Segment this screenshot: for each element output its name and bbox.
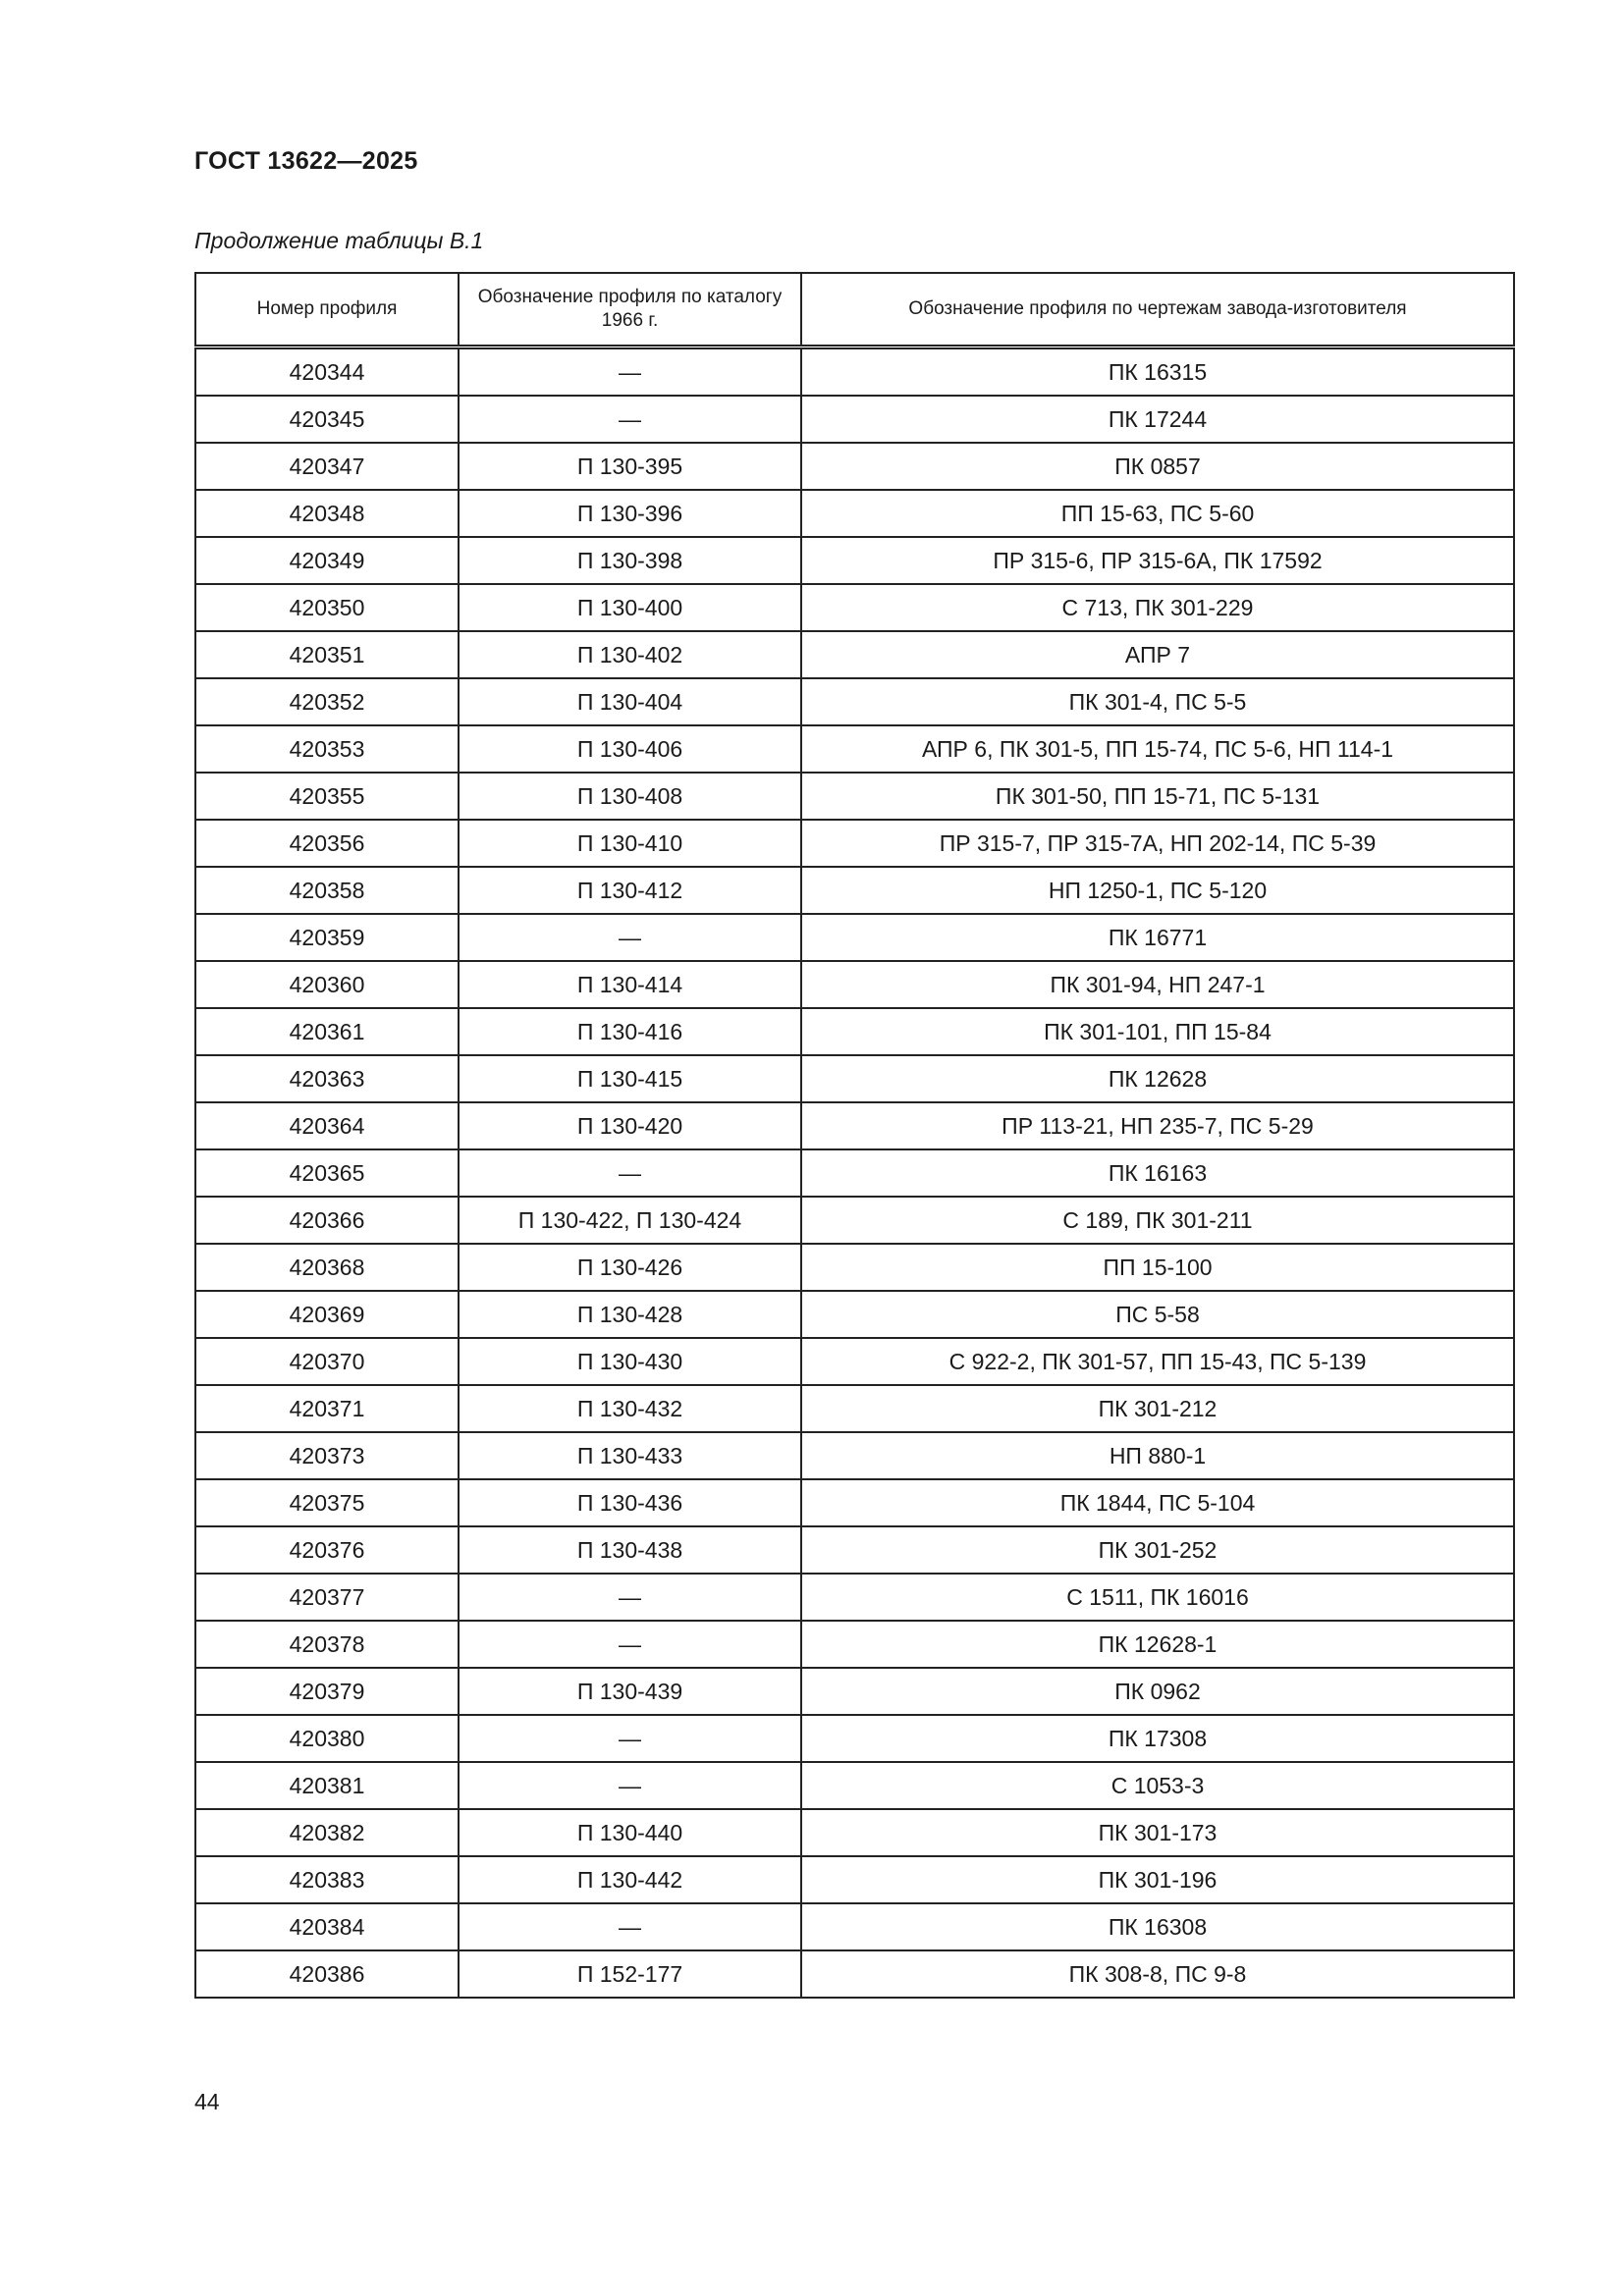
drawing-designation-cell: С 1511, ПК 16016 (801, 1574, 1514, 1621)
table-row (195, 867, 1514, 914)
profile-number-cell: 420351 (195, 631, 459, 678)
drawing-designation-cell: НП 1250-1, ПС 5-120 (801, 867, 1514, 914)
catalog-designation-cell: П 130-404 (459, 678, 801, 725)
profile-number-cell: 420370 (195, 1338, 459, 1385)
catalog-designation-cell: П 130-412 (459, 867, 801, 914)
catalog-designation-cell: П 130-414 (459, 961, 801, 1008)
table-row (195, 1668, 1514, 1715)
profile-number-cell: 420381 (195, 1762, 459, 1809)
profile-number-cell: 420383 (195, 1856, 459, 1903)
profile-number-cell: 420353 (195, 725, 459, 773)
catalog-designation-cell: П 130-420 (459, 1102, 801, 1149)
drawing-designation-cell: ПК 12628-1 (801, 1621, 1514, 1668)
table-row (195, 1762, 1514, 1809)
profile-number-cell: 420349 (195, 537, 459, 584)
catalog-designation-cell: П 130-415 (459, 1055, 801, 1102)
drawing-designation-cell: ПР 315-6, ПР 315-6А, ПК 17592 (801, 537, 1514, 584)
catalog-designation-cell: — (459, 1149, 801, 1197)
catalog-designation-cell: П 130-400 (459, 584, 801, 631)
table-row (195, 1809, 1514, 1856)
profile-number-cell: 420373 (195, 1432, 459, 1479)
catalog-designation-cell: П 130-433 (459, 1432, 801, 1479)
drawing-designation-cell: ПП 15-63, ПС 5-60 (801, 490, 1514, 537)
profile-number-cell: 420369 (195, 1291, 459, 1338)
drawing-designation-cell: ПР 113-21, НП 235-7, ПС 5-29 (801, 1102, 1514, 1149)
profile-number-cell: 420356 (195, 820, 459, 867)
table-row (195, 1102, 1514, 1149)
table-row (195, 537, 1514, 584)
table-row (195, 1008, 1514, 1055)
table-body (195, 347, 1514, 1999)
drawing-designation-cell: ПК 301-101, ПП 15-84 (801, 1008, 1514, 1055)
document-header: ГОСТ 13622—2025 (194, 147, 418, 175)
drawing-designation-cell: ПК 301-94, НП 247-1 (801, 961, 1514, 1008)
catalog-designation-cell: — (459, 396, 801, 443)
catalog-designation-cell: П 130-438 (459, 1526, 801, 1574)
drawing-designation-cell: С 189, ПК 301-211 (801, 1197, 1514, 1244)
table-row (195, 678, 1514, 725)
table-row (195, 584, 1514, 631)
drawing-designation-cell: ПК 16315 (801, 347, 1514, 397)
drawing-designation-cell: АПР 7 (801, 631, 1514, 678)
catalog-designation-cell: П 130-398 (459, 537, 801, 584)
table-row (195, 725, 1514, 773)
catalog-designation-cell: — (459, 1621, 801, 1668)
table-caption: Продолжение таблицы В.1 (194, 228, 484, 253)
profile-number-cell: 420363 (195, 1055, 459, 1102)
profile-number-cell: 420347 (195, 443, 459, 490)
catalog-designation-cell: П 130-432 (459, 1385, 801, 1432)
profile-number-cell: 420366 (195, 1197, 459, 1244)
profile-number-cell: 420361 (195, 1008, 459, 1055)
profile-number-cell: 420364 (195, 1102, 459, 1149)
table-row (195, 1574, 1514, 1621)
catalog-designation-cell: П 130-428 (459, 1291, 801, 1338)
drawing-designation-cell: ПК 17308 (801, 1715, 1514, 1762)
drawing-designation-cell: ПП 15-100 (801, 1244, 1514, 1291)
table-row (195, 1291, 1514, 1338)
catalog-designation-cell: — (459, 1715, 801, 1762)
table-row (195, 396, 1514, 443)
profile-table (194, 272, 1515, 1999)
table-row (195, 347, 1514, 397)
catalog-designation-cell: П 130-442 (459, 1856, 801, 1903)
table-row (195, 1856, 1514, 1903)
catalog-designation-cell: П 130-422, П 130-424 (459, 1197, 801, 1244)
profile-number-cell: 420384 (195, 1903, 459, 1950)
drawing-designation-cell: ПК 301-212 (801, 1385, 1514, 1432)
column-header-catalog-1966: Обозначение профиля по каталогу 1966 г. (459, 273, 801, 347)
catalog-designation-cell: П 130-402 (459, 631, 801, 678)
profile-number-cell: 420380 (195, 1715, 459, 1762)
profile-number-cell: 420359 (195, 914, 459, 961)
profile-number-cell: 420350 (195, 584, 459, 631)
profile-number-cell: 420360 (195, 961, 459, 1008)
catalog-designation-cell: П 130-430 (459, 1338, 801, 1385)
catalog-designation-cell: П 130-440 (459, 1809, 801, 1856)
profile-number-cell: 420377 (195, 1574, 459, 1621)
table-row (195, 1244, 1514, 1291)
profile-number-cell: 420344 (195, 347, 459, 397)
profile-number-cell: 420355 (195, 773, 459, 820)
catalog-designation-cell: П 130-396 (459, 490, 801, 537)
catalog-designation-cell: — (459, 1574, 801, 1621)
catalog-designation-cell: П 152-177 (459, 1950, 801, 1998)
profile-number-cell: 420348 (195, 490, 459, 537)
profile-number-cell: 420386 (195, 1950, 459, 1998)
profile-number-cell: 420365 (195, 1149, 459, 1197)
profile-number-cell: 420358 (195, 867, 459, 914)
catalog-designation-cell: П 130-439 (459, 1668, 801, 1715)
table-row (195, 820, 1514, 867)
drawing-designation-cell: С 1053-3 (801, 1762, 1514, 1809)
profile-number-cell: 420375 (195, 1479, 459, 1526)
drawing-designation-cell: ПК 301-196 (801, 1856, 1514, 1903)
catalog-designation-cell: — (459, 1903, 801, 1950)
profile-number-cell: 420368 (195, 1244, 459, 1291)
table-row (195, 961, 1514, 1008)
catalog-designation-cell: П 130-406 (459, 725, 801, 773)
drawing-designation-cell: ПК 12628 (801, 1055, 1514, 1102)
table-row (195, 1385, 1514, 1432)
drawing-designation-cell: ПК 17244 (801, 396, 1514, 443)
drawing-designation-cell: ПК 0962 (801, 1668, 1514, 1715)
column-header-profile-number: Номер профиля (195, 273, 459, 347)
profile-number-cell: 420371 (195, 1385, 459, 1432)
table-row (195, 1950, 1514, 1998)
table-row (195, 914, 1514, 961)
profile-number-cell: 420345 (195, 396, 459, 443)
drawing-designation-cell: ПС 5-58 (801, 1291, 1514, 1338)
drawing-designation-cell: ПК 301-4, ПС 5-5 (801, 678, 1514, 725)
table-row (195, 1715, 1514, 1762)
drawing-designation-cell: С 713, ПК 301-229 (801, 584, 1514, 631)
catalog-designation-cell: П 130-416 (459, 1008, 801, 1055)
catalog-designation-cell: П 130-410 (459, 820, 801, 867)
table-row (195, 631, 1514, 678)
drawing-designation-cell: ПК 301-173 (801, 1809, 1514, 1856)
drawing-designation-cell: ПК 0857 (801, 443, 1514, 490)
profile-number-cell: 420376 (195, 1526, 459, 1574)
table-row (195, 1197, 1514, 1244)
catalog-designation-cell: — (459, 347, 801, 397)
drawing-designation-cell: С 922-2, ПК 301-57, ПП 15-43, ПС 5-139 (801, 1338, 1514, 1385)
catalog-designation-cell: — (459, 1762, 801, 1809)
drawing-designation-cell: ПК 1844, ПС 5-104 (801, 1479, 1514, 1526)
drawing-designation-cell: ПК 16163 (801, 1149, 1514, 1197)
profile-number-cell: 420352 (195, 678, 459, 725)
table-row (195, 1526, 1514, 1574)
catalog-designation-cell: П 130-395 (459, 443, 801, 490)
drawing-designation-cell: ПР 315-7, ПР 315-7А, НП 202-14, ПС 5-39 (801, 820, 1514, 867)
table-row (195, 443, 1514, 490)
profile-number-cell: 420379 (195, 1668, 459, 1715)
profile-number-cell: 420378 (195, 1621, 459, 1668)
profile-number-cell: 420382 (195, 1809, 459, 1856)
catalog-designation-cell: — (459, 914, 801, 961)
drawing-designation-cell: ПК 301-252 (801, 1526, 1514, 1574)
column-header-factory-drawing: Обозначение профиля по чертежам завода-изготовителя (801, 273, 1514, 347)
table-row (195, 1338, 1514, 1385)
table-header-row (195, 273, 1514, 347)
page-number: 44 (194, 2089, 220, 2114)
catalog-designation-cell: П 130-436 (459, 1479, 801, 1526)
drawing-designation-cell: НП 880-1 (801, 1432, 1514, 1479)
drawing-designation-cell: ПК 16308 (801, 1903, 1514, 1950)
catalog-designation-cell: П 130-408 (459, 773, 801, 820)
drawing-designation-cell: ПК 308-8, ПС 9-8 (801, 1950, 1514, 1998)
table-row (195, 1621, 1514, 1668)
table-row (195, 773, 1514, 820)
catalog-designation-cell: П 130-426 (459, 1244, 801, 1291)
table-row (195, 1149, 1514, 1197)
table-row (195, 1479, 1514, 1526)
drawing-designation-cell: ПК 16771 (801, 914, 1514, 961)
table-row (195, 1055, 1514, 1102)
table-row (195, 1432, 1514, 1479)
table-row (195, 1903, 1514, 1950)
drawing-designation-cell: АПР 6, ПК 301-5, ПП 15-74, ПС 5-6, НП 114-1 (801, 725, 1514, 773)
table-row (195, 490, 1514, 537)
drawing-designation-cell: ПК 301-50, ПП 15-71, ПС 5-131 (801, 773, 1514, 820)
